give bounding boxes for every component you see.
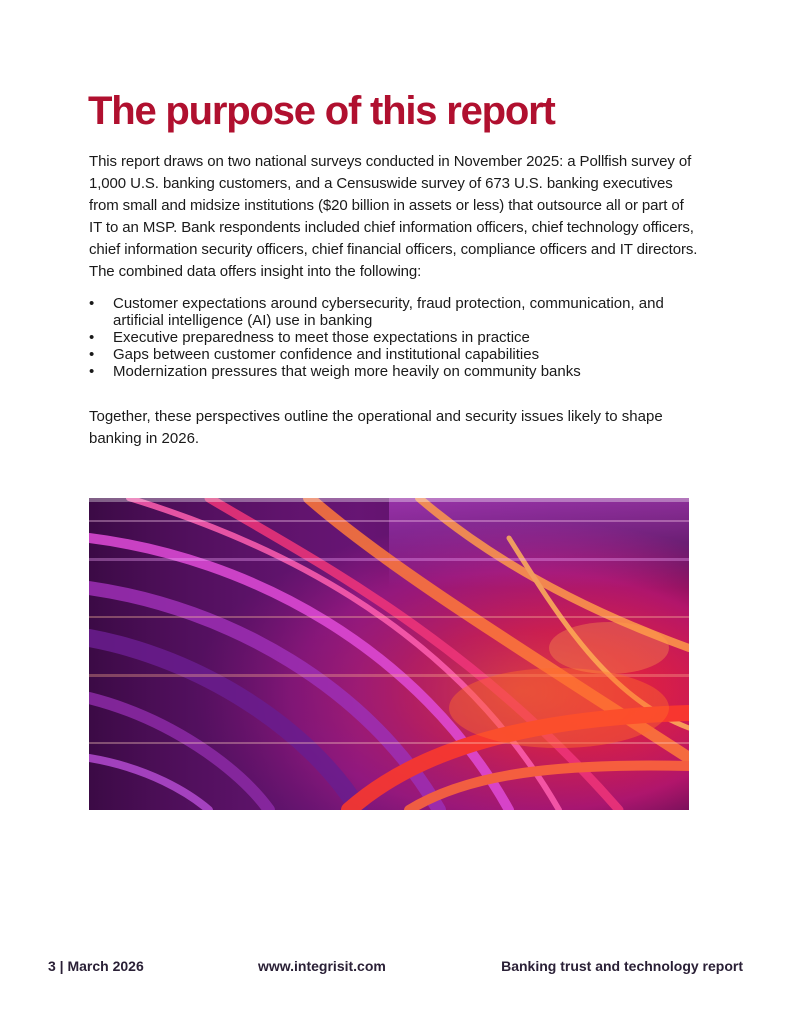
abstract-hero-image bbox=[89, 498, 689, 810]
footer-page-date: 3 | March 2026 bbox=[48, 958, 144, 974]
list-item bbox=[89, 295, 699, 329]
bullet-marker: • bbox=[89, 295, 95, 312]
list-item bbox=[89, 329, 699, 346]
list-item bbox=[89, 346, 699, 363]
footer-report-name: Banking trust and technology report bbox=[501, 958, 743, 974]
bullet-marker: • bbox=[89, 363, 95, 380]
insight-list bbox=[89, 295, 699, 380]
intro-paragraph: This report draws on two national surveys conducted in November 2025: a Pollfish survey of 1,000 U.S. banking customers, and a Censuswide survey of 673 U.S. banking executives from small and midsize institutions ($20 billion in assets or less) that outsource all or part of IT to an MSP. Bank respondents included chief information officers, chief technology officers, chief information security officers, chief financial officers, compliance officers and IT directors. The combined data offers insight into the following: bbox=[89, 153, 698, 280]
list-item-text: Gaps between customer confidence and institutional capabilities bbox=[113, 346, 540, 363]
bullet-marker: • bbox=[89, 329, 95, 346]
list-item-text: Customer expectations around cybersecurity, fraud protection, communication, and artificial intelligence (AI) use in banking bbox=[113, 295, 664, 329]
footer-website-link[interactable]: www.integrisit.com bbox=[258, 958, 386, 974]
abstract-swirl-graphic bbox=[89, 498, 689, 810]
list-item bbox=[89, 363, 699, 380]
list-item-text: Executive preparedness to meet those expectations in practice bbox=[113, 329, 530, 346]
page-title: The purpose of this report bbox=[88, 89, 555, 133]
closing-paragraph: Together, these perspectives outline the operational and security issues likely to shape banking in 2026. bbox=[89, 408, 663, 447]
list-item-text: Modernization pressures that weigh more heavily on community banks bbox=[113, 363, 581, 380]
page-footer bbox=[0, 958, 791, 982]
bullet-marker: • bbox=[89, 346, 95, 363]
